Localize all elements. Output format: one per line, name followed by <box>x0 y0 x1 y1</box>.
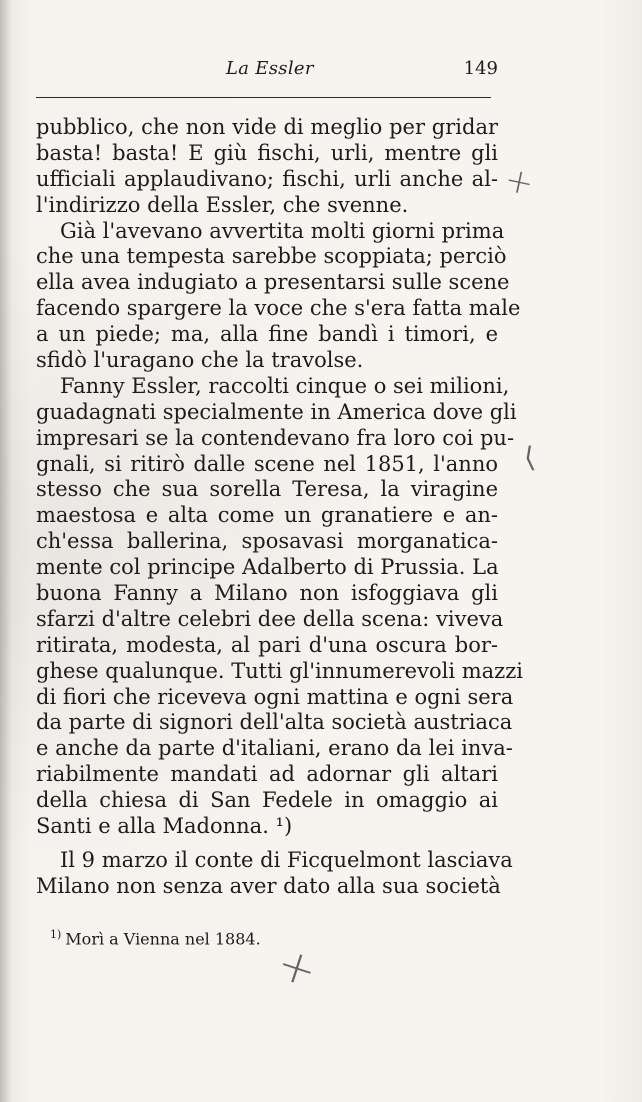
text-line: della chiesa di San Fedele in omaggio ai <box>36 788 498 813</box>
text-line: riabilmente mandati ad adornar gli altari <box>36 762 498 787</box>
text-line: a un piede; ma, alla fine bandì i timori, e <box>36 322 498 347</box>
page-number: 149 <box>463 58 498 79</box>
header-rule <box>36 97 491 98</box>
text-line: sfarzi d'altre celebri dee della scena: viveva <box>36 606 504 631</box>
text-line: basta! basta! E giù fischi, urli, mentre gli <box>36 140 498 165</box>
text-line: facendo spargere la voce che s'era fatta male <box>36 296 521 321</box>
text-line: ghese qualunque. Tutti gl'innumerevoli mazzi <box>36 658 523 683</box>
text-line: Santi e alla Madonna. ¹) <box>36 814 293 839</box>
text-line: gnali, si ritirò dalle scene nel 1851, l'anno <box>36 451 498 476</box>
text-line: Il 9 marzo il conte di Ficquelmont lasciava <box>60 848 513 872</box>
text-line: Fanny Essler, raccolti cinque o sei milioni, <box>60 373 510 398</box>
gutter-shadow <box>0 0 12 1102</box>
pencil-cross-mark-icon: + <box>270 935 324 999</box>
text-line: buona Fanny a Milano non isfoggiava gli <box>36 581 498 606</box>
text-line: stesso che sua sorella Teresa, la viragine <box>36 477 498 502</box>
text-line: maestosa e alta come un granatiere e an- <box>36 503 498 528</box>
text-line: ufficiali applaudivano; fischi, urli anche al- <box>36 166 498 191</box>
text-line: ch'essa ballerina, sposavasi morganatica- <box>36 529 498 554</box>
running-head <box>36 58 498 88</box>
footnote-mark: 1) <box>50 928 62 941</box>
pencil-tick-mark-icon: ⟨ <box>521 440 538 475</box>
text-line: pubblico, che non vide di meglio per gridar <box>36 115 498 139</box>
paragraph-ficquelmont <box>36 848 513 900</box>
text-line: Già l'avevano avvertita molti giorni prima <box>60 218 505 243</box>
text-line: impresari se la contendevano fra loro coi pu- <box>36 425 515 450</box>
footnote-text: Morì a Vienna nel 1884. <box>65 929 261 949</box>
text-line: l'indirizzo della Essler, che svenne. <box>36 192 409 217</box>
pencil-cross-mark-icon: + <box>501 159 538 205</box>
main-text <box>36 115 523 840</box>
footnote <box>50 928 261 948</box>
text-line: sfidò l'uragano che la travolse. <box>36 348 364 373</box>
text-line: di fiori che riceveva ogni mattina e ogni sera <box>36 684 514 709</box>
text-line: mente col principe Adalberto di Prussia. La <box>36 555 499 580</box>
text-line: che una tempesta sarebbe scoppiata; perciò <box>36 244 507 269</box>
text-line: guadagnati specialmente in America dove gli <box>36 399 517 424</box>
text-line: e anche da parte d'italiani, erano da lei inva- <box>36 736 513 761</box>
text-line: Milano non senza aver dato alla sua società <box>36 873 501 898</box>
running-title: La Essler <box>226 58 314 79</box>
text-line: ritirata, modesta, al pari d'una oscura bor- <box>36 632 498 657</box>
text-line: ella avea indugiato a presentarsi sulle scene <box>36 270 510 295</box>
text-line: da parte di signori dell'alta società austriaca <box>36 710 513 735</box>
